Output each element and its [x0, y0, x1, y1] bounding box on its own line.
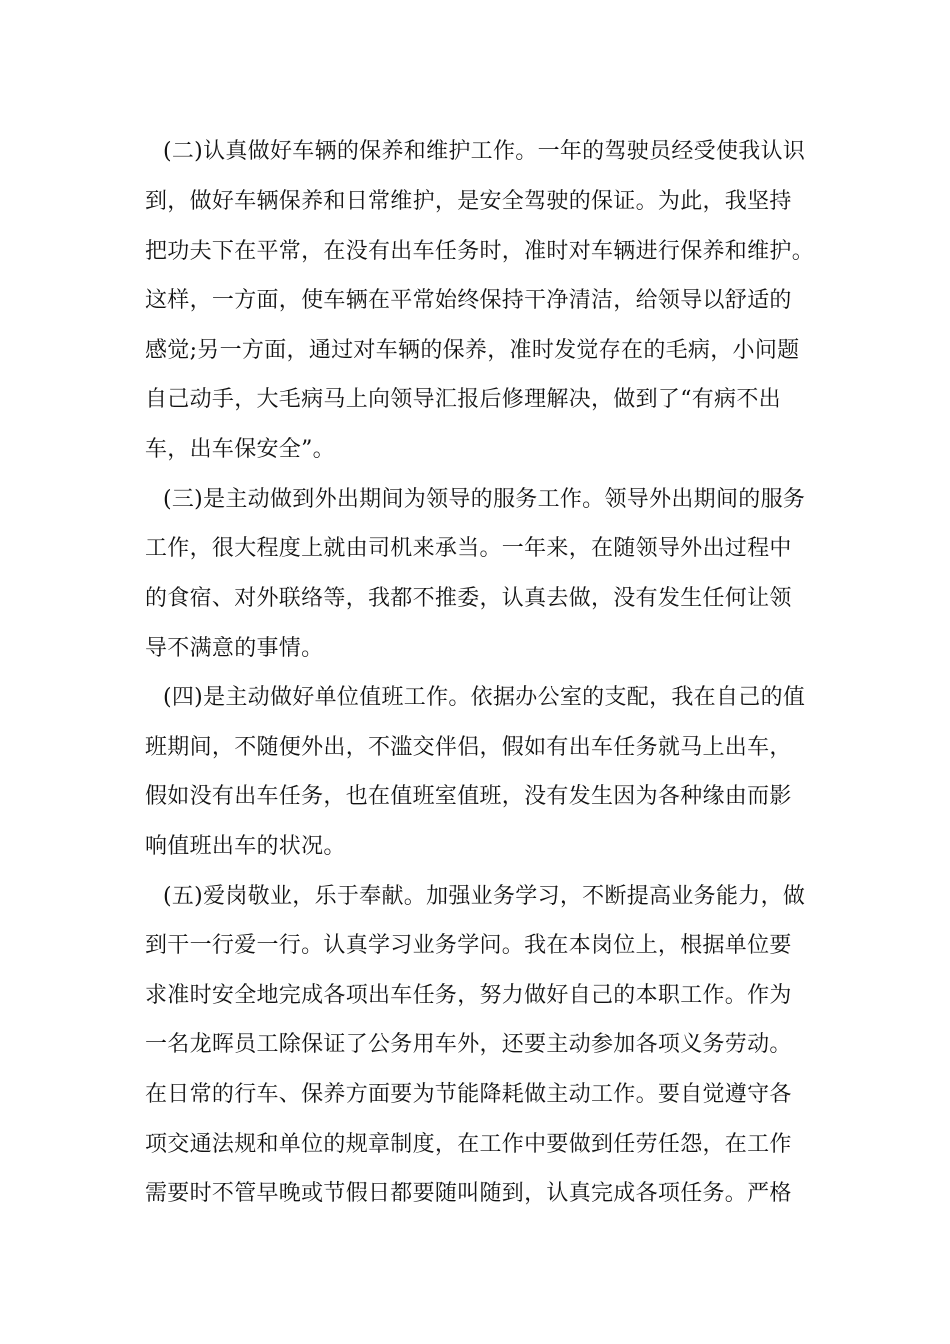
paragraph-5-line-2: 到干一行爱一行。认真学习业务学问。我在本岗位上，根据单位要 [145, 933, 792, 958]
paragraph-2-line-1: (二)认真做好车辆的保养和维护工作。一年的驾驶员经受使我认识 [163, 139, 806, 164]
paragraph-2-line-2: 到，做好车辆保养和日常维护，是安全驾驶的保证。为此，我坚持 [145, 189, 792, 214]
paragraph-4-line-3: 假如没有出车任务，也在值班室值班，没有发生因为各种缘由而影 [145, 784, 792, 809]
paragraph-2-line-6: 自己动手，大毛病马上向领导汇报后修理解决，做到了“有病不出 [145, 387, 781, 412]
paragraph-5-line-7: 需要时不管早晚或节假日都要随叫随到，认真完成各项任务。严格 [145, 1181, 792, 1206]
paragraph-5-line-1: (五)爱岗敬业，乐于奉献。加强业务学习，不断提高业务能力，做 [163, 884, 806, 909]
paragraph-5-line-4: 一名龙晖员工除保证了公务用车外，还要主动参加各项义务劳动。 [145, 1032, 792, 1057]
paragraph-5-line-3: 求准时安全地完成各项出车任务，努力做好自己的本职工作。作为 [145, 983, 792, 1008]
paragraph-2-line-7: 车，出车保安全”。 [145, 437, 335, 462]
paragraph-3-line-1: (三)是主动做到外出期间为领导的服务工作。领导外出期间的服务 [163, 487, 806, 512]
paragraph-4-line-4: 响值班出车的状况。 [145, 834, 346, 859]
paragraph-4-line-2: 班期间，不随便外出，不滥交伴侣，假如有出车任务就马上出车， [145, 735, 792, 760]
paragraph-5-line-6: 项交通法规和单位的规章制度，在工作中要做到任劳任怨，在工作 [145, 1132, 792, 1157]
paragraph-3-line-2: 工作，很大程度上就由司机来承当。一年来，在随领导外出过程中 [145, 536, 792, 561]
paragraph-3-line-4: 导不满意的事情。 [145, 636, 324, 661]
paragraph-3-line-3: 的食宿、对外联络等，我都不推委，认真去做，没有发生任何让领 [145, 586, 792, 611]
paragraph-2-line-4: 这样，一方面，使车辆在平常始终保持干净清洁，给领导以舒适的 [145, 288, 792, 313]
paragraph-2-line-5: 感觉;另一方面，通过对车辆的保养，准时发觉存在的毛病，小问题 [145, 338, 800, 363]
paragraph-4-line-1: (四)是主动做好单位值班工作。依据办公室的支配，我在自己的值 [163, 685, 806, 710]
paragraph-2-line-3: 把功夫下在平常，在没有出车任务时，准时对车辆进行保养和维护。 [145, 239, 815, 264]
paragraph-5-line-5: 在日常的行车、保养方面要为节能降耗做主动工作。要自觉遵守各 [145, 1082, 792, 1107]
